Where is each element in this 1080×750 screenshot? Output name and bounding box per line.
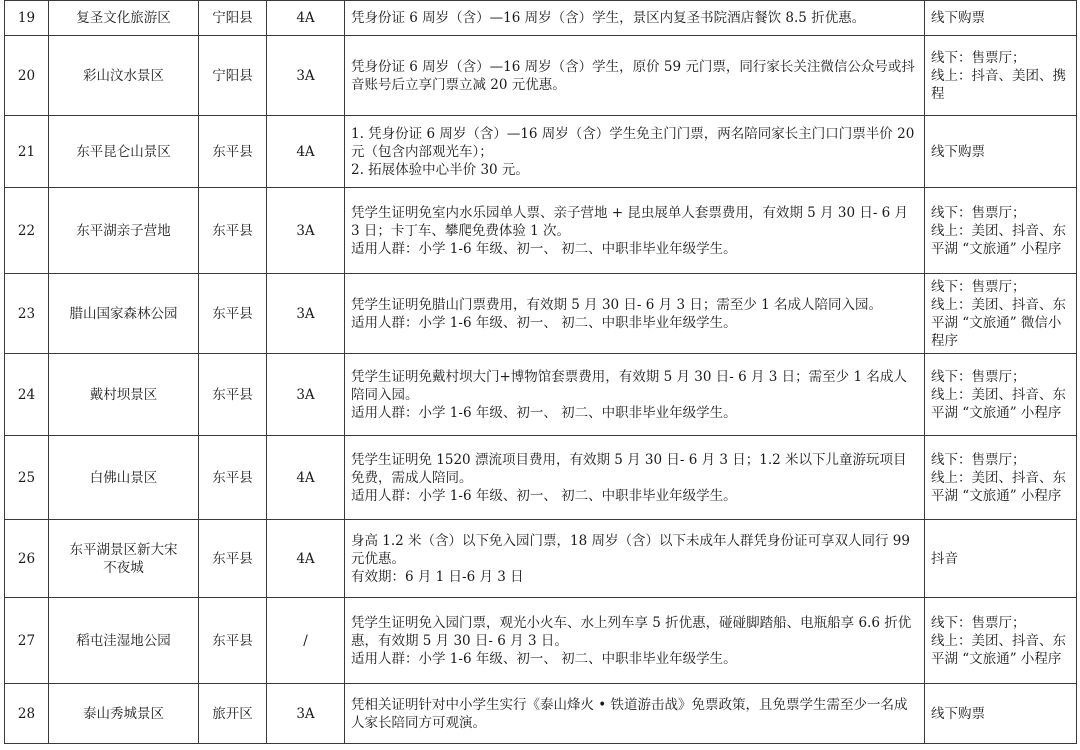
county: 东平县 [199, 188, 267, 274]
county: 宁阳县 [199, 1, 267, 36]
level: 3A [267, 188, 345, 274]
level: / [267, 598, 345, 684]
policy-description-line: 凭学生证明免入园门票，观光小火车、水上列车享 5 折优惠，碰碰脚踏船、电瓶船享 6.6 折优惠，有效期 5 月 30 日- 6 月 3 日。 [351, 614, 912, 649]
policy-description [345, 274, 925, 354]
policy-description-line: 适用人群：小学 1-6 年级、初一、 初二、中职非毕业年级学生。 [351, 487, 737, 504]
level: 4A [267, 116, 345, 188]
ticket-channel [925, 598, 1077, 684]
table-row [5, 436, 1077, 520]
policy-description-line: 适用人群：小学 1-6 年级、初一、 初二、中职非毕业年级学生。 [351, 404, 737, 421]
table-row [5, 188, 1077, 274]
policy-description [345, 598, 925, 684]
ticket-channel-line: 线上：抖音、美团、携程 [931, 67, 1066, 102]
ticket-channel [925, 354, 1077, 436]
row-number: 25 [5, 436, 49, 520]
scenic-name-line: 稻屯洼湿地公园 [76, 632, 171, 649]
table-row [5, 354, 1077, 436]
row-number: 27 [5, 598, 49, 684]
scenic-name [49, 36, 199, 116]
scenic-name-line: 腊山国家森林公园 [69, 305, 178, 322]
row-number: 22 [5, 188, 49, 274]
policy-description-line: 有效期：6 月 1 日-6 月 3 日 [351, 568, 524, 585]
scenic-name [49, 436, 199, 520]
policy-description-line: 1. 凭身份证 6 周岁（含）—16 周岁（含）学生免主门门票，两名陪同家长主门口门票半价 20 元（包含内部观光车）； [351, 125, 915, 160]
table-row [5, 1, 1077, 36]
policy-description-line: 凭学生证明免腊山门票费用，有效期 5 月 30 日- 6 月 3 日；需至少 1 名成人陪同入园。 [351, 296, 883, 313]
ticket-channel [925, 116, 1077, 188]
table-row [5, 520, 1077, 598]
policy-description-line: 凭相关证明针对中小学生实行《泰山烽火 • 铁道游击战》免票政策，且免票学生需至少一名成人家长陪同方可观演。 [351, 696, 908, 731]
level: 3A [267, 354, 345, 436]
policy-description [345, 684, 925, 744]
policy-description [345, 116, 925, 188]
scenic-name [49, 188, 199, 274]
policy-description-line: 凭身份证 6 周岁（含）—16 周岁（含）学生，原价 59 元门票，同行家长关注微信公众号或抖音账号后立享门票立减 20 元优惠。 [351, 58, 915, 93]
row-number: 19 [5, 1, 49, 36]
policy-description [345, 520, 925, 598]
ticket-channel [925, 520, 1077, 598]
ticket-channel-line: 线下：售票厅； [931, 278, 1026, 295]
policy-description-line: 适用人群：小学 1-6 年级、初一、 初二、中职非毕业年级学生。 [351, 650, 737, 667]
scenic-name-line: 不夜城 [103, 559, 144, 576]
ticket-channel-line: 抖音 [931, 550, 958, 567]
scenic-name-line: 东平昆仑山景区 [76, 143, 171, 160]
level: 3A [267, 36, 345, 116]
ticket-channel [925, 274, 1077, 354]
ticket-channel-line: 线上：美团、抖音、东平湖 “文旅通” 小程序 [931, 469, 1066, 504]
policy-description [345, 36, 925, 116]
ticket-channel-line: 线上：美团、抖音、东平湖 “文旅通” 小程序 [931, 632, 1066, 667]
county: 东平县 [199, 598, 267, 684]
row-number: 24 [5, 354, 49, 436]
county: 宁阳县 [199, 36, 267, 116]
scenic-name-line: 彩山汶水景区 [83, 67, 164, 84]
ticket-channel-line: 线上：美团、抖音、东平湖 “文旅通” 小程序 [931, 386, 1066, 421]
ticket-channel-line: 线下：售票厅； [931, 451, 1026, 468]
table-body [5, 1, 1077, 744]
scenic-name [49, 116, 199, 188]
ticket-channel-line: 线下：售票厅； [931, 204, 1026, 221]
scenic-name-line: 泰山秀城景区 [83, 705, 164, 722]
scenic-name [49, 274, 199, 354]
policy-description-line: 适用人群：小学 1-6 年级、初一、 初二、中职非毕业年级学生。 [351, 240, 737, 257]
policy-description-line: 凭学生证明免 1520 漂流项目费用，有效期 5 月 30 日- 6 月 3 日；1.2 米以下儿童游玩项目免费，需成人陪同。 [351, 451, 907, 486]
scenic-name-line: 戴村坝景区 [89, 386, 158, 403]
ticket-channel-line: 线下：售票厅； [931, 49, 1026, 66]
level: 3A [267, 684, 345, 744]
table-row [5, 36, 1077, 116]
policy-description [345, 436, 925, 520]
row-number: 21 [5, 116, 49, 188]
ticket-channel-line: 线下购票 [931, 143, 985, 160]
policy-description-line: 凭身份证 6 周岁（含）—16 周岁（含）学生，景区内复圣书院酒店餐饮 8.5 折优惠。 [351, 10, 866, 26]
ticket-channel [925, 1, 1077, 36]
scenic-name [49, 520, 199, 598]
policy-description [345, 188, 925, 274]
row-number: 26 [5, 520, 49, 598]
ticket-channel-line: 线下：售票厅； [931, 614, 1026, 631]
row-number: 20 [5, 36, 49, 116]
level: 3A [267, 274, 345, 354]
ticket-channel [925, 436, 1077, 520]
policy-description [345, 354, 925, 436]
scenic-name-line: 复圣文化旅游区 [76, 10, 171, 26]
policy-description-line: 凭学生证明免室内水乐园单人票、亲子营地 + 昆虫展单人套票费用，有效期 5 月 30 日- 6 月 3 日；卡丁车、攀爬免费体验 1 次。 [351, 204, 909, 239]
ticket-channel-line: 线下购票 [931, 10, 985, 26]
county: 东平县 [199, 274, 267, 354]
ticket-channel-line: 线下购票 [931, 705, 985, 722]
county: 东平县 [199, 436, 267, 520]
scenic-name [49, 354, 199, 436]
county: 东平县 [199, 116, 267, 188]
policy-description-line: 适用人群：小学 1-6 年级、初一、 初二、中职非毕业年级学生。 [351, 314, 737, 331]
county: 东平县 [199, 354, 267, 436]
policy-description-line: 凭学生证明免戴村坝大门+博物馆套票费用，有效期 5 月 30 日- 6 月 3 日；需至少 1 名成人陪同入园。 [351, 368, 907, 403]
policy-description [345, 1, 925, 36]
level: 4A [267, 1, 345, 36]
ticket-channel [925, 684, 1077, 744]
table-row [5, 274, 1077, 354]
county: 旅开区 [199, 684, 267, 744]
level: 4A [267, 436, 345, 520]
scenic-name [49, 598, 199, 684]
scenic-name-line: 白佛山景区 [89, 469, 158, 486]
policy-description-line: 2. 拓展体验中心半价 30 元。 [351, 161, 529, 178]
scenic-name-line: 东平湖景区新大宋 [69, 541, 178, 558]
policy-description-line: 身高 1.2 米（含）以下免入园门票，18 周岁（含）以下未成年人群凭身份证可享双人同行 99 元优惠。 [351, 532, 910, 567]
ticket-channel [925, 36, 1077, 116]
ticket-channel-line: 线上：美团、抖音、东平湖 “文旅通” 微信小程序 [931, 296, 1066, 349]
county: 东平县 [199, 520, 267, 598]
ticket-channel-line: 线上：美团、抖音、东平湖 “文旅通” 小程序 [931, 222, 1066, 257]
ticket-channel-line: 线下：售票厅； [931, 368, 1026, 385]
scenic-name [49, 1, 199, 36]
level: 4A [267, 520, 345, 598]
table-row [5, 598, 1077, 684]
scenic-name-line: 东平湖亲子营地 [76, 222, 171, 239]
row-number: 23 [5, 274, 49, 354]
table-row [5, 116, 1077, 188]
ticket-channel [925, 188, 1077, 274]
table-row [5, 684, 1077, 744]
scenic-discount-table [4, 0, 1077, 744]
scenic-name [49, 684, 199, 744]
row-number: 28 [5, 684, 49, 744]
